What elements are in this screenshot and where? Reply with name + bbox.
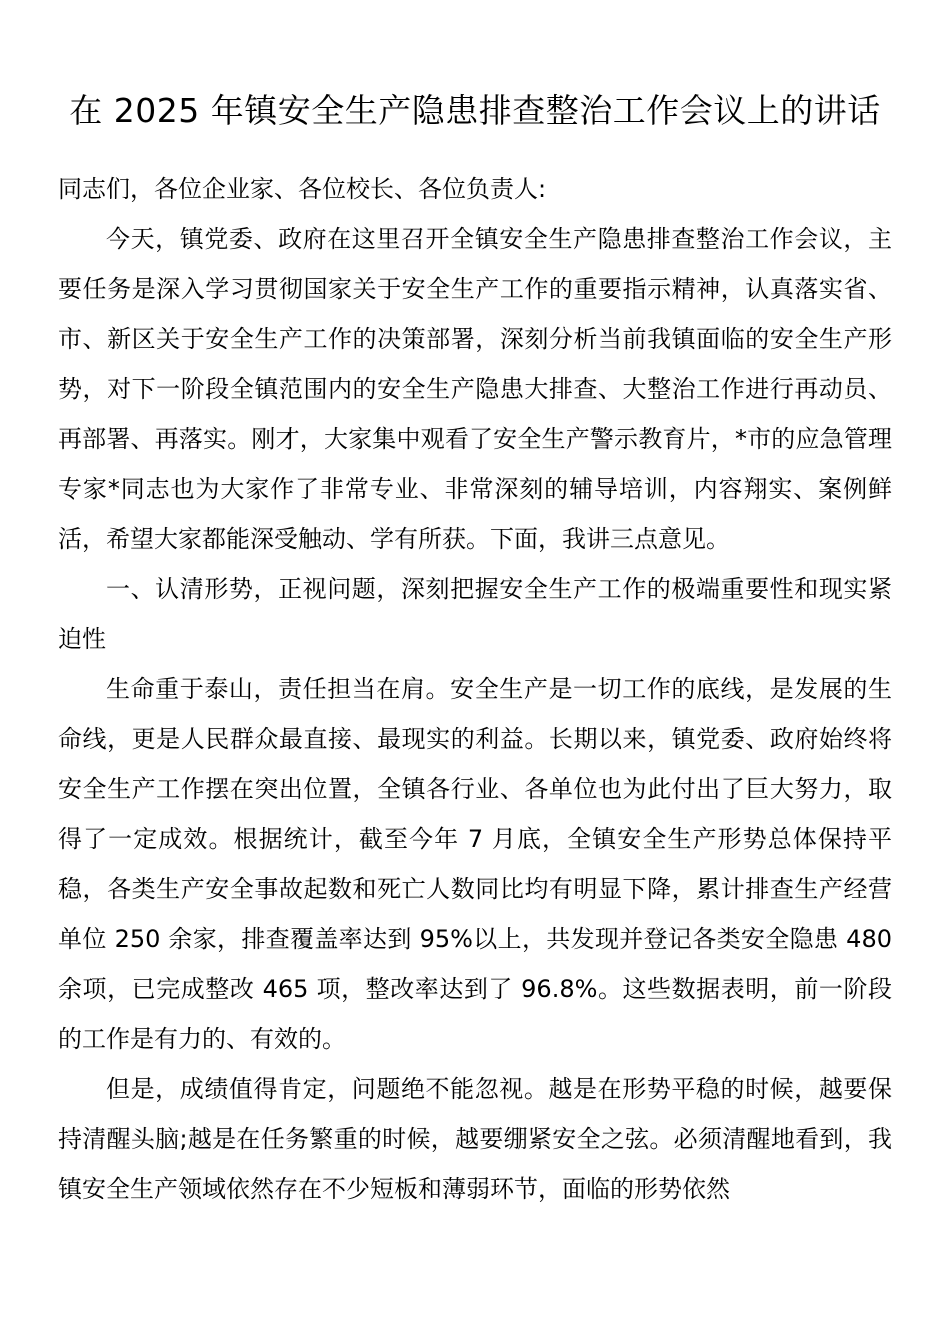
document-body xyxy=(58,164,892,1214)
paragraph-situation: 生命重于泰山，责任担当在肩。安全生产是一切工作的底线，是发展的生命线，更是人民群众最直接、最现实的利益。长期以来，镇党委、政府始终将安全生产工作摆在突出位置，全镇各行业、各单位也为此付出了巨大努力，取得了一定成效。根据统计，截至今年 7 月底，全镇安全生产形势总体保持平稳，各类生产安全事故起数和死亡人数同比均有明显下降，累计排查生产经营单位 250 余家，排查覆盖率达到 95%以上，共发现并登记各类安全隐患 480 余项，已完成整改 465 项，整改率达到了 96.8%。这些数据表明，前一阶段的工作是有力的、有效的。 xyxy=(58,675,892,1053)
salutation: 同志们，各位企业家、各位校长、各位负责人: xyxy=(58,175,547,203)
paragraph-opening: 今天，镇党委、政府在这里召开全镇安全生产隐患排查整治工作会议，主要任务是深入学习贯彻国家关于安全生产工作的重要指示精神，认真落实省、市、新区关于安全生产工作的决策部署，深刻分析当前我镇面临的安全生产形势，对下一阶段全镇范围内的安全生产隐患大排查、大整治工作进行再动员、再部署、再落实。刚才，大家集中观看了安全生产警示教育片，*市的应急管理专家*同志也为大家作了非常专业、非常深刻的辅导培训，内容翔实、案例鲜活，希望大家都能深受触动、学有所获。下面，我讲三点意见。 xyxy=(58,225,892,553)
paragraph-problems: 但是，成绩值得肯定，问题绝不能忽视。越是在形势平稳的时候，越要保持清醒头脑;越是在任务繁重的时候，越要绷紧安全之弦。必须清醒地看到，我镇安全生产领域依然存在不少短板和薄弱环节，面临的形势依然 xyxy=(58,1075,892,1203)
document-title: 在 2025 年镇安全生产隐患排查整治工作会议上的讲话 xyxy=(69,91,881,131)
section-heading-1: 一、认清形势，正视问题，深刻把握安全生产工作的极端重要性和现实紧迫性 xyxy=(58,575,892,653)
